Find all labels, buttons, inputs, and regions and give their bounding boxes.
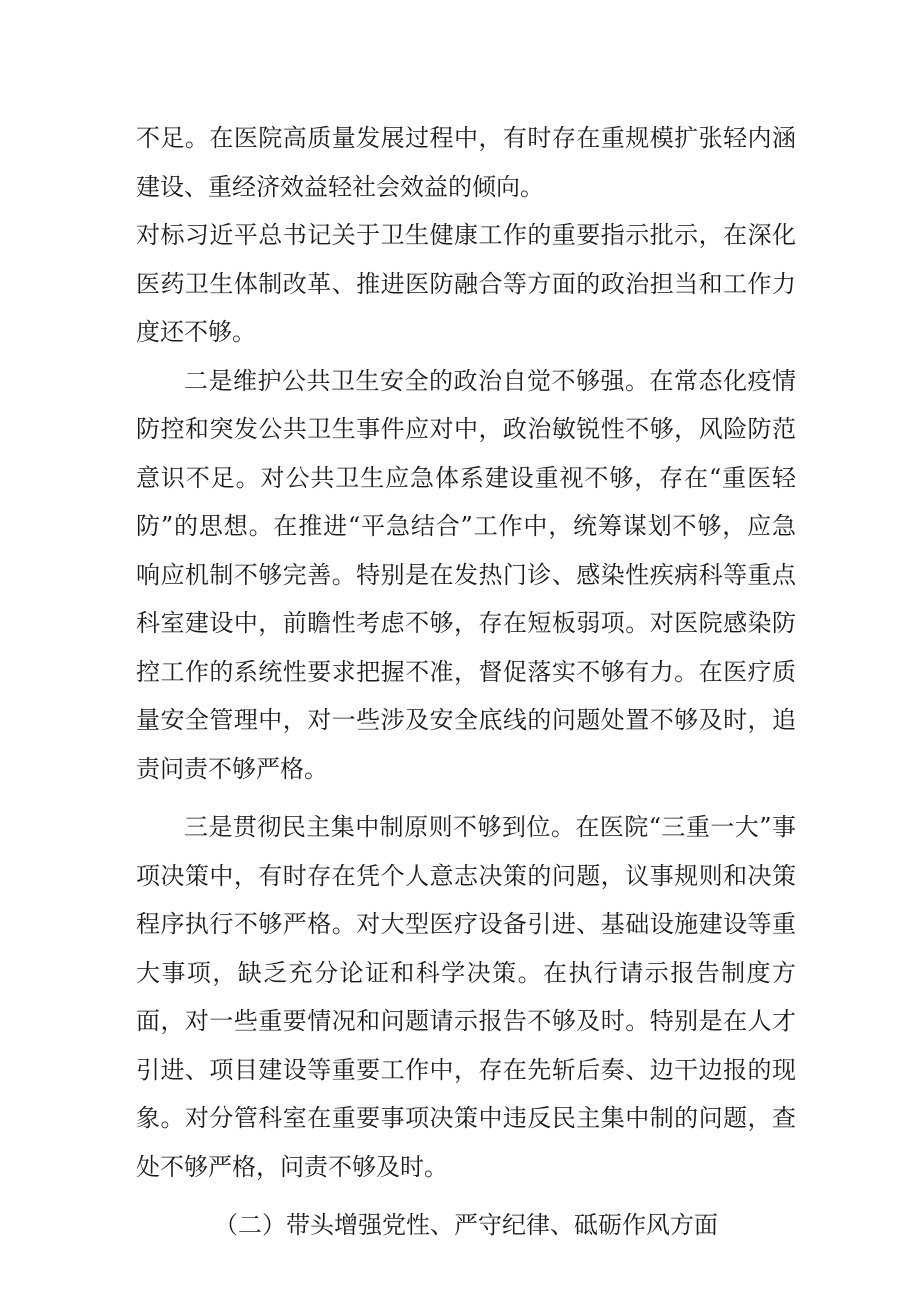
paragraph-benchmark: 对标习近平总书记关于卫生健康工作的重要指示批示，在深化医药卫生体制改革、推进医防融合等方面的政治担当和工作力度还不够。	[136, 221, 796, 346]
paragraph-point-two: 二是维护公共卫生安全的政治自觉不够强。在常态化疫情防控和突发公共卫生事件应对中，政治敏锐性不够，风险防范意识不足。对公共卫生应急体系建设重视不够，存在“重医轻防”的思想。在推进“平急结合”工作中，统筹谋划不够，应急响应机制不够完善。特别是在发热门诊、感染性疾病科等重点科室建设中，前瞻性考虑不够，存在短板弱项。对医院感染防控工作的系统性要求把握不准，督促落实不够有力。在医疗质量安全管理中，对一些涉及安全底线的问题处置不够及时，追责问责不够严格。	[136, 366, 796, 783]
section-heading: （二）带头增强党性、严守纪律、砥砺作风方面	[214, 1211, 718, 1239]
paragraph-continuation: 不足。在医院高质量发展过程中，有时存在重规模扩张轻内涵建设、重经济效益轻社会效益的倾向。	[136, 124, 796, 201]
document-body	[136, 114, 796, 1250]
paragraph-point-three: 三是贯彻民主集中制原则不够到位。在医院“三重一大”事项决策中，有时存在凭个人意志决策的问题，议事规则和决策程序执行不够严格。对大型医疗设备引进、基础设施建设等重大事项，缺乏充分论证和科学决策。在执行请示报告制度方面，对一些重要情况和问题请示报告不够及时。特别是在人才引进、项目建设等重要工作中，存在先斩后奏、边干边报的现象。对分管科室在重要事项决策中违反民主集中制的问题，查处不够严格，问责不够及时。	[136, 813, 796, 1181]
